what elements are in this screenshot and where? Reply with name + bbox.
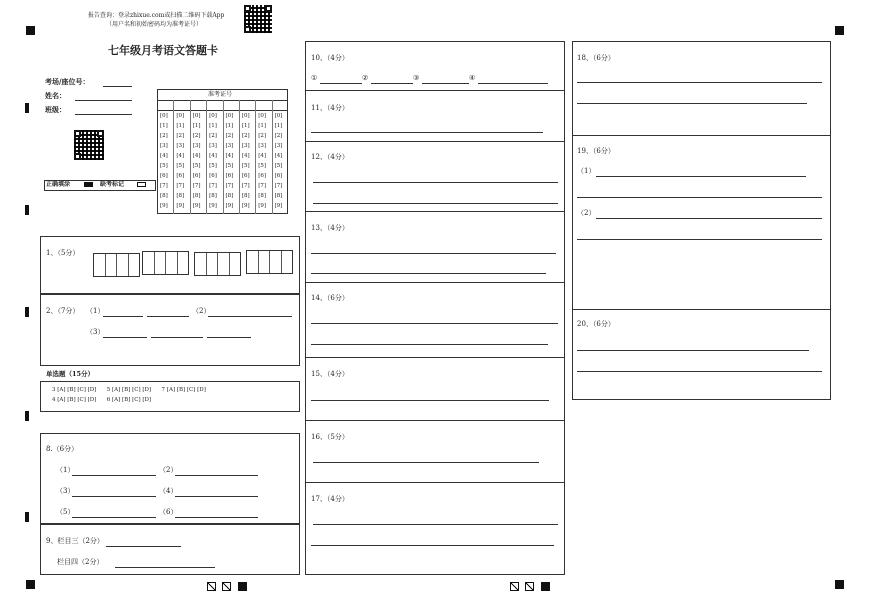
admission-digit-bubble[interactable]: [0] — [176, 113, 185, 119]
section-divider — [305, 357, 565, 358]
name-field[interactable] — [75, 100, 132, 101]
q13-label: 13、（4分） — [311, 224, 349, 232]
admission-digit-bubble[interactable]: [8] — [274, 193, 283, 199]
admission-digit-bubble[interactable]: [6] — [176, 173, 185, 179]
q2-part3-label: （3） — [86, 328, 105, 336]
grid-column-divider — [223, 100, 224, 214]
q10-blank3-label: ③ — [413, 74, 420, 82]
admission-digit-bubble[interactable]: [2] — [192, 133, 201, 139]
q1-char-grid-4[interactable] — [246, 250, 293, 274]
q2-label: 2、（7分） — [46, 307, 80, 315]
corner-mark-top-right — [835, 26, 844, 35]
section-divider — [572, 309, 831, 310]
filled-bubble-icon — [84, 182, 93, 187]
admission-digit-bubble[interactable]: [3] — [176, 143, 185, 149]
qr-corner — [74, 130, 81, 137]
password-notice: （用户名和初始密码均为准考证号） — [106, 21, 203, 28]
admission-digit-bubble[interactable]: [3] — [274, 143, 283, 149]
admission-digit-bubble[interactable]: [5] — [209, 163, 217, 169]
admission-digit-bubble[interactable]: [4] — [241, 153, 250, 159]
admission-digit-bubble[interactable]: [8] — [160, 193, 168, 199]
q12-label: 12、（4分） — [311, 153, 349, 161]
q10-blank1-label: ① — [311, 74, 318, 82]
q8-answer-line[interactable] — [72, 517, 156, 518]
admission-digit-bubble[interactable]: [5] — [192, 163, 201, 169]
q10-answer-line[interactable] — [478, 83, 548, 84]
admission-digit-bubble[interactable]: [8] — [176, 193, 185, 199]
admission-digit-bubble[interactable]: [1] — [225, 123, 234, 129]
q14-answer-line[interactable] — [311, 344, 548, 345]
q11-label: 11、（4分） — [311, 104, 349, 112]
section-divider — [305, 90, 565, 91]
q19-answer-line[interactable] — [577, 197, 822, 198]
admission-digit-bubble[interactable]: [7] — [209, 183, 217, 189]
q16-label: 16、（5分） — [311, 433, 349, 441]
q2-answer-line[interactable] — [207, 337, 251, 338]
q8-answer-line[interactable] — [72, 475, 156, 476]
room-seat-field[interactable] — [103, 86, 132, 87]
admission-digit-bubble[interactable]: [6] — [225, 173, 234, 179]
q17-answer-line[interactable] — [313, 524, 558, 525]
q18-label: 18、（6分） — [577, 54, 615, 62]
q8-part2-label: （2） — [159, 466, 178, 474]
admission-digit-bubble[interactable]: [9] — [258, 203, 267, 209]
q8-part1-label: （1） — [56, 466, 75, 474]
grid-column-divider — [206, 100, 207, 214]
absent-checkbox[interactable] — [137, 182, 146, 187]
q19-answer-line[interactable] — [577, 239, 822, 240]
q2-answer-line[interactable] — [103, 316, 143, 317]
admission-digit-bubble[interactable]: [6] — [160, 173, 168, 179]
q18-answer-line[interactable] — [577, 82, 822, 83]
admission-digit-bubble[interactable]: [8] — [258, 193, 267, 199]
admission-digit-bubble[interactable]: [1] — [258, 123, 267, 129]
admission-digit-bubble[interactable]: [6] — [274, 173, 283, 179]
qr-corner — [244, 26, 251, 33]
admission-digit-bubble[interactable]: [4] — [176, 153, 185, 159]
corner-mark-top-left — [26, 26, 35, 35]
admission-digit-bubble[interactable]: [9] — [225, 203, 234, 209]
side-mark — [25, 512, 29, 522]
admission-digit-bubble[interactable]: [9] — [274, 203, 283, 209]
admission-digit-bubble[interactable]: [2] — [209, 133, 217, 139]
q19-answer-line[interactable] — [596, 176, 806, 177]
admission-digit-bubble[interactable]: [3] — [241, 143, 250, 149]
admission-digit-bubble[interactable]: [0] — [192, 113, 201, 119]
admission-digit-bubble[interactable]: [7] — [176, 183, 185, 189]
admission-digit-bubble[interactable]: [4] — [274, 153, 283, 159]
admission-digit-bubble[interactable]: [9] — [241, 203, 250, 209]
q9-line1-label: 9、栏目三（2分） — [46, 537, 104, 545]
q9-answer-line[interactable] — [106, 546, 181, 547]
admission-digit-bubble[interactable]: [3] — [209, 143, 217, 149]
admission-digit-bubble[interactable]: [8] — [241, 193, 250, 199]
admission-digit-bubble[interactable]: [5] — [258, 163, 267, 169]
report-notice: 报告查询：登录zhixue.com或扫描二维码下载App — [88, 12, 225, 19]
admission-digit-bubble[interactable]: [5] — [274, 163, 283, 169]
q8-answer-line[interactable] — [72, 496, 156, 497]
admission-digit-bubble[interactable]: [4] — [192, 153, 201, 159]
q9-line2-label: 栏目四（2分） — [57, 558, 104, 566]
q8-answer-line[interactable] — [175, 517, 258, 518]
admission-digit-bubble[interactable]: [0] — [225, 113, 234, 119]
admission-digit-bubble[interactable]: [7] — [258, 183, 267, 189]
q15-answer-line[interactable] — [311, 400, 549, 401]
q10-blank2-label: ② — [362, 74, 369, 82]
admission-digit-bubble[interactable]: [0] — [209, 113, 217, 119]
grid-column-divider — [190, 100, 191, 214]
section-divider — [305, 211, 565, 212]
admission-digit-bubble[interactable]: [9] — [192, 203, 201, 209]
q19-part2-label: （2） — [577, 209, 596, 217]
room-seat-label: 考场/座位号： — [45, 77, 90, 86]
side-mark — [25, 205, 29, 215]
q10-answer-line[interactable] — [320, 83, 362, 84]
q1-char-grid-2[interactable] — [142, 251, 189, 275]
page-mark-slash-icon — [222, 582, 231, 591]
admission-digit-bubble[interactable]: [9] — [160, 203, 168, 209]
admission-digit-bubble[interactable]: [4] — [258, 153, 267, 159]
q2-part1-label: （1） — [86, 307, 105, 315]
admission-digit-bubble[interactable]: [8] — [192, 193, 201, 199]
q17-label: 17、（4分） — [311, 495, 349, 503]
q20-answer-line[interactable] — [577, 350, 809, 351]
q8-answer-line[interactable] — [175, 496, 258, 497]
q15-label: 15、（4分） — [311, 370, 349, 378]
section-divider — [572, 135, 831, 136]
admission-digit-bubble[interactable]: [3] — [258, 143, 267, 149]
name-label: 姓名： — [45, 91, 66, 100]
admission-digit-bubble[interactable]: [6] — [192, 173, 201, 179]
q1-char-grid-1[interactable] — [93, 253, 140, 277]
qr-corner — [74, 153, 81, 160]
admission-digit-bubble[interactable]: [9] — [209, 203, 217, 209]
section-divider — [305, 482, 565, 483]
q12-answer-line[interactable] — [313, 203, 558, 204]
page-mark-slash-icon — [525, 582, 534, 591]
admission-digit-bubble[interactable]: [1] — [274, 123, 283, 129]
q19-label: 19、（6分） — [577, 147, 615, 155]
page-mark-slash-icon — [207, 582, 216, 591]
admission-digit-bubble[interactable]: [0] — [160, 113, 168, 119]
q10-label: 10、（4分） — [311, 54, 349, 62]
admission-digit-bubble[interactable]: [0] — [274, 113, 283, 119]
q16-answer-line[interactable] — [313, 462, 539, 463]
admission-digit-bubble[interactable]: [5] — [160, 163, 168, 169]
admission-digit-bubble[interactable]: [7] — [160, 183, 168, 189]
admission-digit-bubble[interactable]: [3] — [160, 143, 168, 149]
page-title: 七年级月考语文答题卡 — [108, 44, 218, 57]
admission-title: 准考证号 — [208, 91, 233, 98]
q1-label: 1、（5分） — [46, 249, 80, 257]
admission-digit-bubble[interactable]: [5] — [176, 163, 185, 169]
admission-digit-bubble[interactable]: [3] — [192, 143, 201, 149]
q2-answer-line[interactable] — [151, 337, 203, 338]
side-mark — [25, 103, 29, 113]
q10-blank4-label: ④ — [469, 74, 476, 82]
qr-corner — [97, 130, 104, 137]
admission-digit-bubble[interactable]: [2] — [160, 133, 168, 139]
admission-digit-bubble[interactable]: [6] — [209, 173, 217, 179]
admission-digit-bubble[interactable]: [8] — [209, 193, 217, 199]
admission-digit-bubble[interactable]: [6] — [258, 173, 267, 179]
corner-mark-bottom-right — [835, 580, 844, 589]
admission-digit-bubble[interactable]: [0] — [241, 113, 250, 119]
side-mark — [25, 411, 29, 421]
admission-digit-bubble[interactable]: [0] — [258, 113, 267, 119]
q2-part2-label: （2） — [192, 307, 211, 315]
qr-corner — [244, 5, 251, 12]
admission-digit-bubble[interactable]: [2] — [225, 133, 234, 139]
q2-answer-line[interactable] — [147, 316, 189, 317]
admission-digit-bubble[interactable]: [2] — [258, 133, 267, 139]
grid-column-divider — [272, 100, 273, 214]
page-mark-slash-icon — [510, 582, 519, 591]
admission-digit-bubble[interactable]: [5] — [241, 163, 250, 169]
q12-answer-line[interactable] — [313, 182, 558, 183]
admission-digit-bubble[interactable]: [2] — [176, 133, 185, 139]
admission-digit-bubble[interactable]: [4] — [225, 153, 234, 159]
admission-digit-bubble[interactable]: [7] — [241, 183, 250, 189]
class-label: 班级： — [45, 105, 66, 114]
legend-correct-label: 正确填涂 — [46, 181, 71, 188]
q8-part5-label: （5） — [56, 508, 75, 516]
admission-digit-bubble[interactable]: [3] — [225, 143, 234, 149]
q19-part1-label: （1） — [577, 167, 596, 175]
q8-part4-label: （4） — [159, 487, 178, 495]
admission-digit-bubble[interactable]: [5] — [225, 163, 234, 169]
page-mark-filled-icon — [238, 582, 247, 591]
mc-row-1[interactable]: 3 [A] [B] [C] [D] 5 [A] [B] [C] [D] 7 [A] [B] [C] [D] — [52, 387, 206, 393]
grid-column-divider — [239, 100, 240, 214]
q14-answer-line[interactable] — [311, 323, 558, 324]
q14-label: 14、（6分） — [311, 294, 349, 302]
q2-answer-line[interactable] — [208, 316, 292, 317]
section-divider — [305, 420, 565, 421]
admission-digit-bubble[interactable]: [7] — [274, 183, 283, 189]
admission-digit-bubble[interactable]: [1] — [241, 123, 250, 129]
admission-digit-bubble[interactable]: [1] — [160, 123, 168, 129]
q18-answer-line[interactable] — [577, 103, 807, 104]
q8-label: 8.（6分） — [46, 445, 79, 453]
q17-answer-line[interactable] — [311, 545, 554, 546]
q13-answer-line[interactable] — [311, 273, 546, 274]
mc-row-2[interactable]: 4 [A] [B] [C] [D] 6 [A] [B] [C] [D] — [52, 397, 152, 403]
qr-corner — [265, 5, 272, 12]
grid-column-divider — [173, 100, 174, 214]
q19-answer-line[interactable] — [596, 218, 822, 219]
admission-digit-bubble[interactable]: [1] — [209, 123, 217, 129]
admission-digit-bubble[interactable]: [4] — [160, 153, 168, 159]
side-mark — [25, 307, 29, 317]
q8-part6-label: （6） — [159, 508, 178, 516]
section-divider — [305, 282, 565, 283]
q20-label: 20、（6分） — [577, 320, 615, 328]
q13-answer-line[interactable] — [311, 253, 556, 254]
corner-mark-bottom-left — [26, 580, 35, 589]
q8-part3-label: （3） — [56, 487, 75, 495]
admission-digit-bubble[interactable]: [2] — [241, 133, 250, 139]
q2-answer-line[interactable] — [103, 337, 147, 338]
grid-column-divider — [255, 100, 256, 214]
mc-title: 单选题（15分） — [46, 370, 95, 378]
admission-digit-bubble[interactable]: [6] — [241, 173, 250, 179]
admission-digit-bubble[interactable]: [8] — [225, 193, 234, 199]
q1-char-grid-3[interactable] — [194, 252, 241, 276]
admission-digit-bubble[interactable]: [7] — [225, 183, 234, 189]
right-column — [572, 41, 831, 400]
q20-answer-line[interactable] — [577, 371, 822, 372]
q10-answer-line[interactable] — [422, 83, 469, 84]
q9-answer-line[interactable] — [115, 567, 215, 568]
admission-digit-bubble[interactable]: [2] — [274, 133, 283, 139]
section-divider — [305, 141, 565, 142]
q2-box — [40, 294, 300, 366]
admission-digit-bubble[interactable]: [7] — [192, 183, 201, 189]
q10-answer-line[interactable] — [371, 83, 413, 84]
page-mark-filled-icon — [541, 582, 550, 591]
admission-digit-bubble[interactable]: [1] — [176, 123, 185, 129]
admission-digit-bubble[interactable]: [4] — [209, 153, 217, 159]
admission-digit-bubble[interactable]: [1] — [192, 123, 201, 129]
class-field[interactable] — [75, 114, 132, 115]
admission-digit-bubble[interactable]: [9] — [176, 203, 185, 209]
legend-absent-label: 缺考标记 — [100, 181, 125, 188]
q8-answer-line[interactable] — [175, 475, 258, 476]
q11-answer-line[interactable] — [311, 132, 543, 133]
